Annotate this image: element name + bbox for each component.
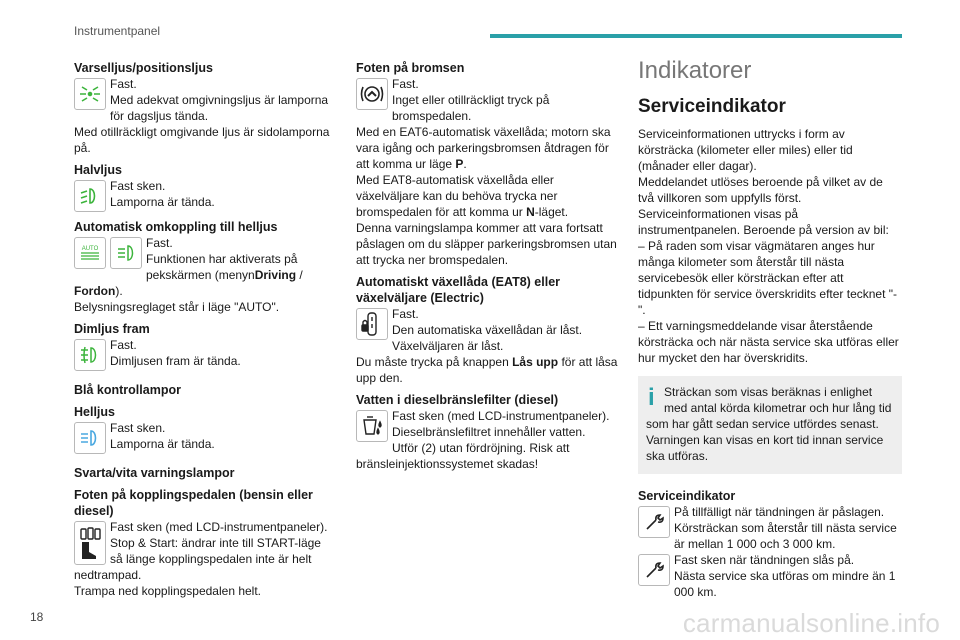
daylight-lamp-icon <box>74 78 106 110</box>
front-fog-heading: Dimljus fram <box>74 322 150 336</box>
front-fog-icon <box>74 339 106 371</box>
service-text-b1: Fast sken när tändningen slås på. <box>674 553 855 567</box>
eat8-text-3: Växelväljaren är låst. <box>392 339 504 353</box>
watermark-text: carmanualsonline.info <box>682 608 940 638</box>
water-text-1: Fast sken (med LCD-instrumentpaneler). <box>392 409 610 423</box>
clutch-text-1: Fast sken (med LCD-instrumentpaneler). <box>110 520 328 534</box>
header-section-label: Instrumentpanel <box>74 24 161 38</box>
service-entry-2 <box>638 552 902 600</box>
water-in-diesel-entry <box>356 408 618 472</box>
service-text-b2: Nästa service ska utföras om mindre än 1 000 km. <box>674 569 896 599</box>
service-paragraph-5: – Ett varningsmeddelande visar återstående körsträcka och när nästa service ska utföras eller hur mycket den har överskridits. <box>638 319 899 365</box>
front-fog-text-2: Dimljusen fram är tända. <box>110 354 241 368</box>
info-note-box <box>638 376 902 474</box>
blue-lamps-heading: Blå kontrollampor <box>74 383 181 397</box>
high-beam-text-1: Fast sken. <box>110 421 166 435</box>
indicators-title: Indikatorer <box>638 57 752 84</box>
clutch-text-3: Trampa ned kopplingspedalen helt. <box>74 584 262 598</box>
daylight-heading: Varselljus/positionsljus <box>74 61 213 75</box>
low-beam-text-1: Fast sken. <box>110 179 166 193</box>
clutch-entry <box>74 519 336 599</box>
brake-text-4: Med EAT8-automatisk växellåda eller växelväljare kan du behöva trycka ner bromspedalen för att komma ur N-läget. <box>356 173 569 219</box>
brake-heading: Foten på bromsen <box>356 61 465 75</box>
foot-on-brake-icon <box>356 78 388 110</box>
low-beam-heading: Halvljus <box>74 163 122 177</box>
low-beam-icon <box>74 180 106 212</box>
brake-text-3: Med en EAT6-automatisk växellåda; motorn ska vara igång och parkeringsbromsen åtdragen för att komma ur läge P. <box>356 125 611 171</box>
clutch-text-2: Stop & Start: ändrar inte till START-läge så länge kopplingspedalen inte är helt nedtrampad. <box>74 536 321 582</box>
front-fog-text-1: Fast. <box>110 338 137 352</box>
service-paragraph-4: – På raden som visar vägmätaren anges hur många kilometer som återstår till nästa servicebesök eller körsträckan efter att tidpunkten för service överskridits efter tecknet "-". <box>638 239 898 317</box>
service-paragraph-1: Serviceinformationen uttrycks i form av körsträcka (kilometer eller miles) eller tid (månader eller dagar). <box>638 127 853 173</box>
high-beam-heading: Helljus <box>74 405 115 419</box>
service-indicator-title: Serviceindikator <box>638 96 786 117</box>
water-in-diesel-heading: Vatten i dieselbränslefilter (diesel) <box>356 393 559 407</box>
brake-entry <box>356 76 618 268</box>
daylight-entry <box>74 76 336 156</box>
brake-text-2: Inget eller otillräckligt tryck på bromspedalen. <box>392 93 550 123</box>
brake-text-5: Denna varningslampa kommer att vara fortsatt påslagen om du släpper parkeringsbromsen utan att trycka ner bromspedalen. <box>356 221 617 267</box>
clutch-heading: Foten på kopplingspedalen (bensin eller diesel) <box>74 488 313 518</box>
service-indicator-heading: Serviceindikator <box>638 489 736 503</box>
water-text-3: Utför (2) utan fördröjning. Risk att bränsleinjektionssystemet skadas! <box>356 441 570 471</box>
water-in-diesel-icon <box>356 410 388 442</box>
foot-on-clutch-icon <box>74 521 106 565</box>
brake-text-1: Fast. <box>392 77 419 91</box>
eat8-text-1: Fast. <box>392 307 419 321</box>
gearbox-lock-icon <box>356 308 388 340</box>
info-text-2: Varningen kan visas en kort tid innan service ska utföras. <box>646 433 884 463</box>
header-accent-bar <box>490 34 902 38</box>
daylight-text-1: Fast. <box>110 77 137 91</box>
service-paragraph-2: Meddelandet utlöses beroende på vilket av de två villkoren som uppfylls först. <box>638 175 883 205</box>
column-right <box>638 57 902 600</box>
low-beam-entry <box>74 178 336 213</box>
eat8-text-2: Den automatiska växellådan är låst. <box>392 323 583 337</box>
eat8-entry <box>356 306 618 386</box>
svg-text:AUTO: AUTO <box>81 246 99 252</box>
auto-beam-entry <box>74 235 336 315</box>
auto-high-beam-active-icon <box>110 237 142 269</box>
high-beam-text-2: Lamporna är tända. <box>110 437 215 451</box>
daylight-text-2: Med adekvat omgivningsljus är lamporna för dagsljus tända. <box>110 93 329 123</box>
high-beam-icon <box>74 422 106 454</box>
front-fog-entry <box>74 337 336 372</box>
column-middle <box>356 60 618 472</box>
info-icon: i <box>648 384 655 411</box>
auto-beam-text-3: Belysningsreglaget står i läge "AUTO". <box>74 300 280 314</box>
daylight-text-3: Med otillräckligt omgivande ljus är sidolamporna på. <box>74 125 330 155</box>
service-text-a1: På tillfälligt när tändningen är påslagen. <box>674 505 885 519</box>
low-beam-text-2: Lamporna är tända. <box>110 195 215 209</box>
auto-beam-heading: Automatisk omkoppling till helljus <box>74 220 278 234</box>
wrench-icon <box>638 554 670 586</box>
column-left <box>74 60 336 599</box>
auto-beam-text-2: Funktionen har aktiverats på pekskärmen (menynDriving / Fordon). <box>74 252 303 298</box>
water-text-2: Dieselbränslefiltret innehåller vatten. <box>392 425 586 439</box>
eat8-heading: Automatiskt växellåda (EAT8) eller växelväljare (Electric) <box>356 275 561 305</box>
auto-beam-text-1: Fast. <box>146 236 173 250</box>
eat8-text-4: Du måste trycka på knappen Lås upp för att låsa upp den. <box>356 355 618 385</box>
page-number: 18 <box>30 610 44 624</box>
bw-lamps-heading: Svarta/vita varningslampor <box>74 466 235 480</box>
high-beam-entry <box>74 420 336 455</box>
service-text-a2: Körsträckan som återstår till nästa service är mellan 1 000 och 3 000 km. <box>674 521 897 551</box>
service-entry-1 <box>638 504 902 552</box>
service-paragraph-3: Serviceinformationen visas på instrumentpanelen. Beroende på version av bil: <box>638 207 889 237</box>
info-text-1: Sträckan som visas beräknas i enlighet med antal körda kilometrar och hur lång tid som har gått sedan service utfördes senast. <box>646 385 892 431</box>
auto-high-beam-icon <box>74 237 106 269</box>
wrench-icon <box>638 506 670 538</box>
